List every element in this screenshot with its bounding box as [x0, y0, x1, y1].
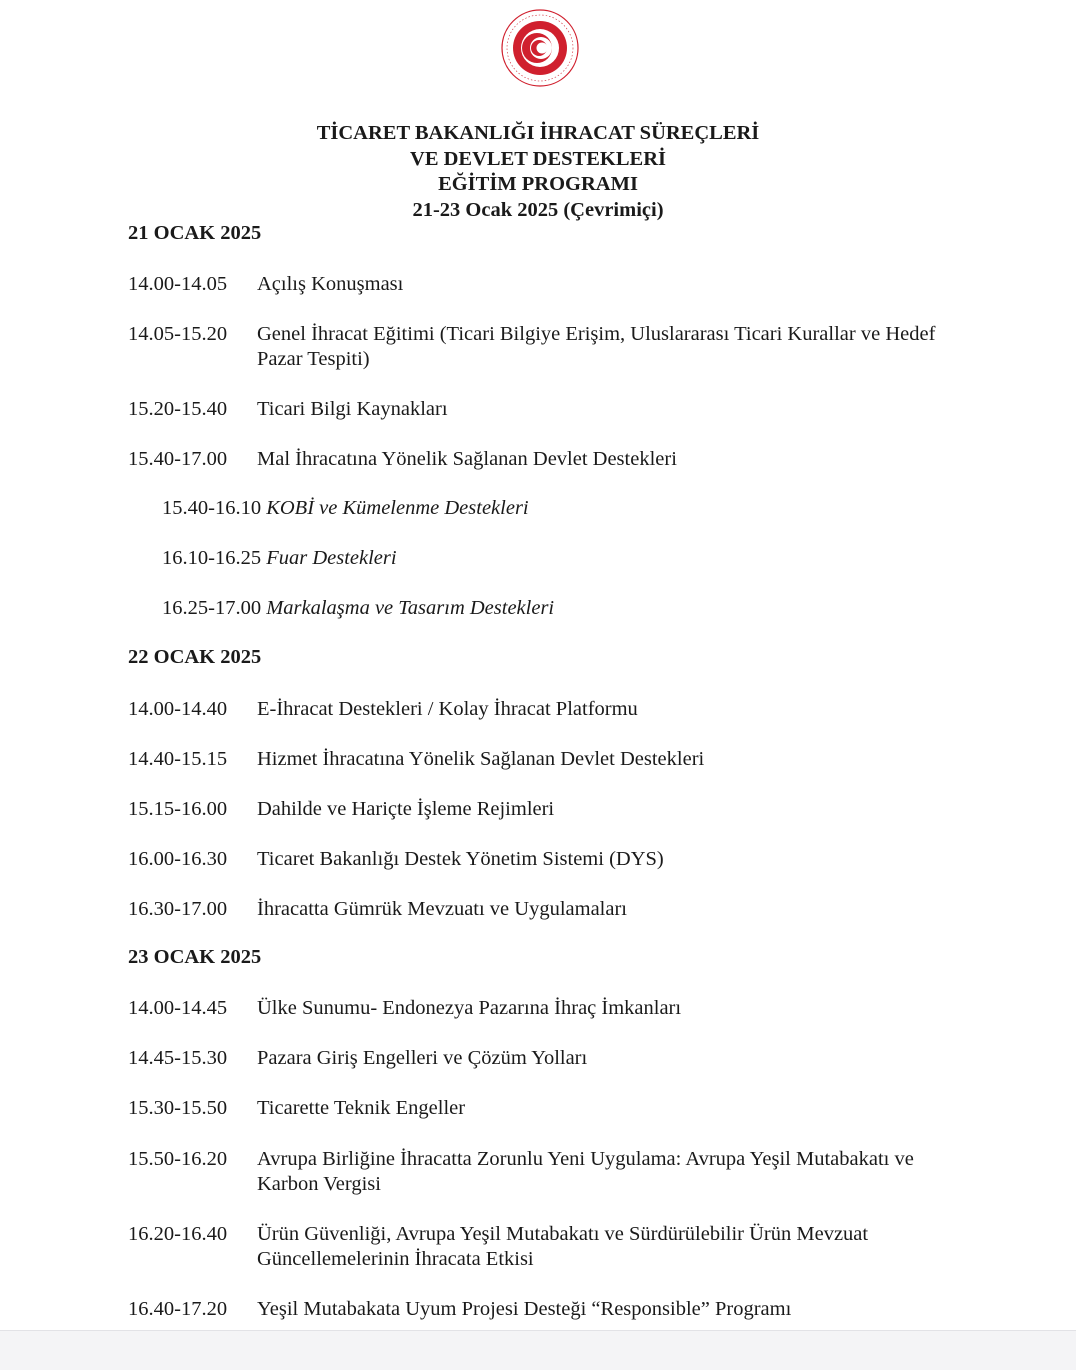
row-time: 16.00-16.30: [128, 848, 228, 870]
title-line-1: TİCARET BAKANLIĞI İHRACAT SÜREÇLERİ: [316, 122, 760, 144]
row-text: Genel İhracat Eğitimi (Ticari Bilgiye Erişim, Uluslararası Ticari Kurallar ve Hedef Pazar Tespiti): [257, 323, 936, 370]
row-text: E-İhracat Destekleri / Kolay İhracat Platformu: [257, 698, 638, 720]
title-line-3: EĞİTİM PROGRAMI: [438, 173, 638, 195]
subrow-time: 16.25-17.00: [162, 597, 262, 619]
row-time: 16.20-16.40: [128, 1223, 228, 1245]
row-time: 15.15-16.00: [128, 798, 228, 820]
row-time: 14.05-15.20: [128, 323, 228, 345]
row-text: Pazara Giriş Engelleri ve Çözüm Yolları: [257, 1047, 588, 1069]
row-time: 16.30-17.00: [128, 898, 228, 920]
day-heading-2: 22 OCAK 2025: [128, 646, 262, 668]
row-time: 14.45-15.30: [128, 1047, 228, 1069]
row-time: 14.40-15.15: [128, 748, 228, 770]
schedule-subrow: [162, 547, 397, 570]
row-text: Ticaret Bakanlığı Destek Yönetim Sistemi (DYS): [257, 848, 664, 870]
row-time: 14.00-14.05: [128, 273, 228, 295]
row-time: 16.40-17.20: [128, 1298, 228, 1320]
row-time: 14.00-14.45: [128, 997, 228, 1019]
day-heading-1: 21 OCAK 2025: [128, 222, 262, 244]
row-text: Açılış Konuşması: [257, 273, 404, 295]
subrow-text: Markalaşma ve Tasarım Destekleri: [266, 597, 555, 619]
schedule-subrow: [162, 597, 554, 620]
subrow-time: 16.10-16.25: [162, 547, 262, 569]
row-time: 15.30-15.50: [128, 1097, 228, 1119]
row-text: Dahilde ve Hariçte İşleme Rejimleri: [257, 798, 555, 820]
program-title: [0, 121, 1076, 223]
row-time: 15.50-16.20: [128, 1148, 228, 1170]
day-heading-3: 23 OCAK 2025: [128, 946, 262, 968]
row-time: 14.00-14.40: [128, 698, 228, 720]
subrow-text: Fuar Destekleri: [266, 547, 397, 569]
row-text: Ürün Güvenliği, Avrupa Yeşil Mutabakatı ve Sürdürülebilir Ürün Mevzuat Güncellemelerinin İhracata Etkisi: [257, 1223, 869, 1270]
row-text: Hizmet İhracatına Yönelik Sağlanan Devlet Destekleri: [257, 748, 705, 770]
ministry-emblem-logo: [500, 8, 580, 88]
title-line-2: VE DEVLET DESTEKLERİ: [410, 147, 666, 170]
row-text: Ülke Sunumu- Endonezya Pazarına İhraç İmkanları: [257, 997, 682, 1019]
row-time: 15.20-15.40: [128, 398, 228, 420]
row-text: Ticari Bilgi Kaynakları: [257, 398, 448, 420]
subrow-text: KOBİ ve Kümelenme Destekleri: [266, 497, 529, 519]
title-date-line: 21-23 Ocak 2025 (Çevrimiçi): [412, 198, 664, 221]
row-text: Mal İhracatına Yönelik Sağlanan Devlet Destekleri: [257, 448, 677, 470]
subrow-time: 15.40-16.10: [162, 497, 262, 519]
row-text: Ticarette Teknik Engeller: [257, 1097, 466, 1119]
row-text: İhracatta Gümrük Mevzuatı ve Uygulamaları: [257, 898, 627, 920]
schedule-subrow: [162, 497, 529, 520]
row-time: 15.40-17.00: [128, 448, 228, 470]
row-text: Avrupa Birliğine İhracatta Zorunlu Yeni Uygulama: Avrupa Yeşil Mutabakatı ve Karbon Vergisi: [257, 1148, 914, 1195]
row-text: Yeşil Mutabakata Uyum Projesi Desteği “Responsible” Programı: [257, 1298, 792, 1320]
